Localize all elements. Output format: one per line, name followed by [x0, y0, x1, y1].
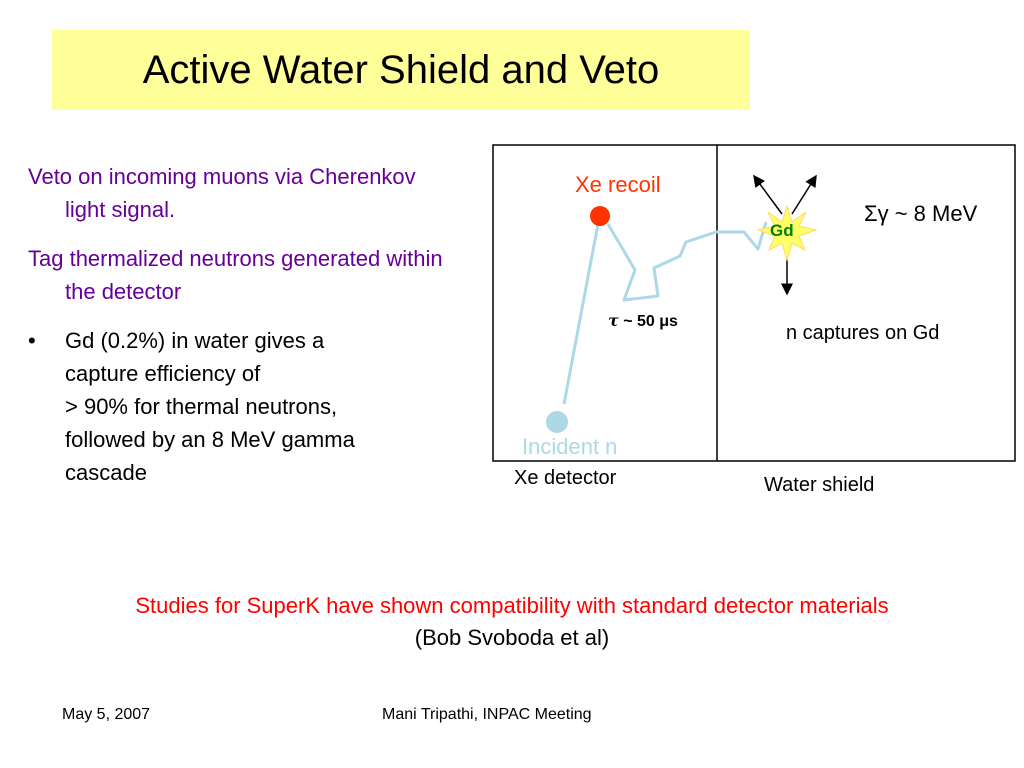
n-captures-label: n captures on Gd [786, 322, 940, 344]
xe-recoil-dot [590, 206, 610, 226]
bullet-line: > 90% for thermal neutrons, [65, 394, 338, 419]
tau-value: ~ 50 μs [618, 313, 678, 330]
tau-symbol: τ [608, 311, 619, 330]
title-box [52, 30, 750, 110]
detector-outline [493, 145, 1015, 461]
bullet-line: Gd (0.2%) in water gives a [65, 328, 325, 353]
veto-paragraph: Veto on incoming muons via Cherenkov light signal. [28, 164, 416, 222]
gd-label: Gd [770, 221, 794, 240]
bullet-line: capture efficiency of [65, 361, 261, 386]
footer-date: May 5, 2007 [62, 706, 151, 723]
detector-diagram [490, 142, 1018, 502]
studies-note [0, 590, 1024, 654]
left-column [28, 160, 458, 489]
water-shield-label: Water shield [764, 474, 875, 496]
xe-detector-label: Xe detector [514, 467, 617, 489]
incident-neutron-dot [546, 411, 568, 433]
neutron-thermalization-path [608, 222, 766, 300]
incident-n-label: Incident n [522, 434, 618, 459]
incident-track [564, 224, 598, 404]
studies-text: Studies for SuperK have shown compatibility with standard detector materials [135, 593, 889, 618]
bullet-line: cascade [65, 460, 147, 485]
bullet-line: followed by an 8 MeV gamma [65, 427, 355, 452]
gamma-arrow-upright [792, 176, 816, 214]
xe-recoil-label: Xe recoil [575, 172, 661, 197]
energy-label: Σγ ~ 8 MeV [864, 201, 978, 226]
gd-bullet [28, 324, 458, 489]
footer-meeting: Mani Tripathi, INPAC Meeting [382, 706, 592, 723]
bullet-marker: • [28, 328, 36, 353]
gamma-arrow-upleft [754, 176, 782, 214]
tau-label [608, 311, 678, 331]
studies-credit: (Bob Svoboda et al) [414, 625, 610, 650]
slide-title: Active Water Shield and Veto [142, 47, 660, 92]
tag-paragraph: Tag thermalized neutrons generated within the detector [28, 246, 443, 304]
